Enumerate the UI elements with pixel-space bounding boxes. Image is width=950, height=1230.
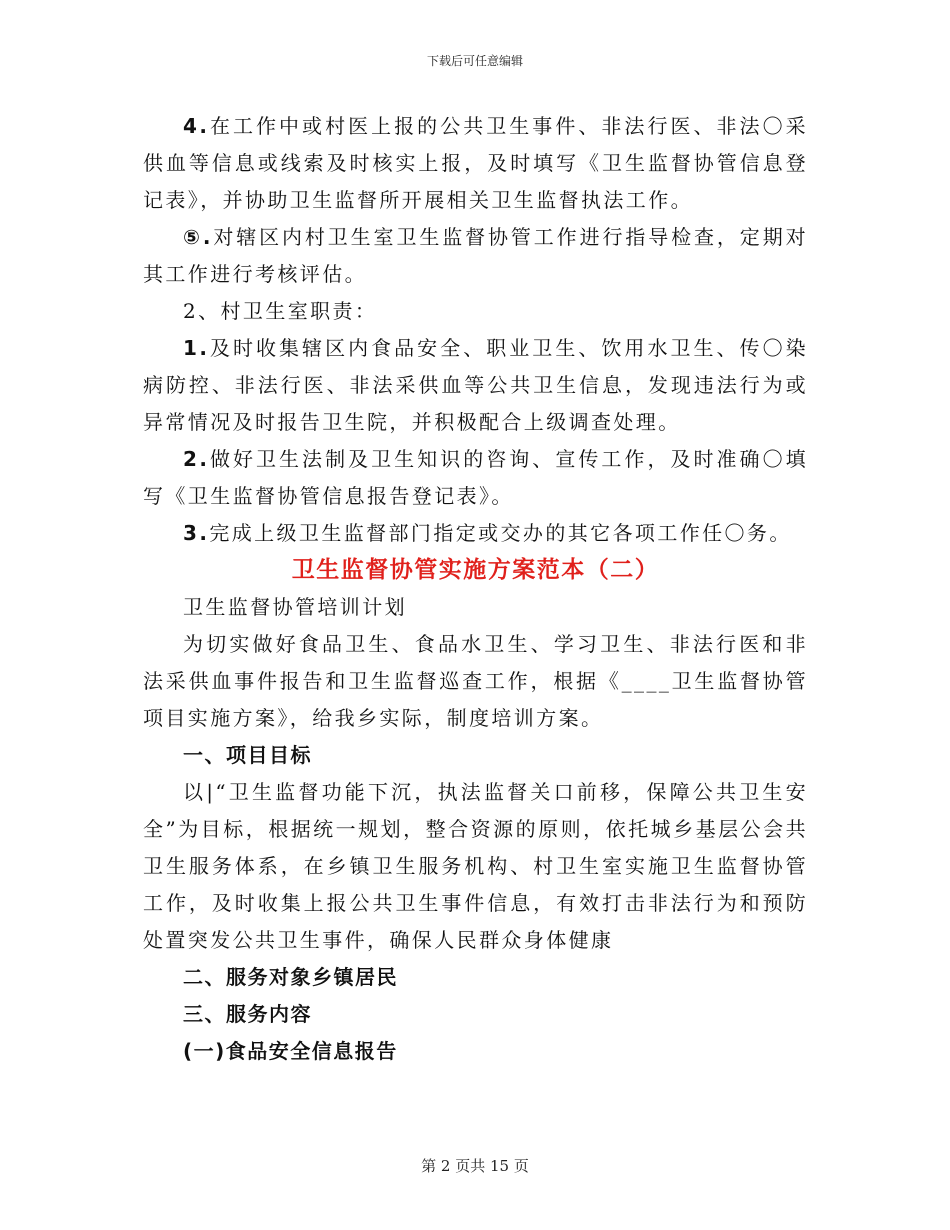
item-number: ⑤. bbox=[183, 225, 213, 249]
heading-service-target: 二、服务对象乡镇居民 bbox=[183, 965, 398, 989]
paragraph-duty-3 bbox=[143, 515, 808, 552]
page-footer: 第 2 页共 15 页 bbox=[421, 1157, 529, 1175]
paragraph-duty-2 bbox=[143, 441, 808, 515]
heading-food-safety-report: (一)食品安全信息报告 bbox=[183, 1039, 398, 1063]
heading-project-goal: 一、项目目标 bbox=[183, 743, 312, 767]
item-number: 3. bbox=[183, 521, 210, 545]
heading-service-content: 三、服务内容 bbox=[183, 1002, 312, 1026]
paragraph-text: 在工作中或村医上报的公共卫生事件、非法行医、非法〇采供血等信息或线索及时核实上报，及时填写《卫生监督协管信息登记表》，并协助卫生监督所开展相关卫生监督执法工作。 bbox=[143, 114, 808, 212]
item-number: 4. bbox=[183, 114, 210, 138]
paragraph-intro: 为切实做好食品卫生、食品水卫生、学习卫生、非法行医和非法采供血事件报告和卫生监督巡查工作，根据《____卫生监督协管项目实施方案》，给我乡实际，制度培训方案。 bbox=[143, 632, 808, 730]
paragraph-text: 对辖区内村卫生室卫生监督协管工作进行指导检查，定期对其工作进行考核评估。 bbox=[143, 225, 808, 286]
paragraph-duty-1 bbox=[143, 330, 808, 441]
paragraph-5 bbox=[143, 219, 808, 293]
paragraph-text: 及时收集辖区内食品安全、职业卫生、饮用水卫生、传〇染病防控、非法行医、非法采供血等公共卫生信息，发现违法行为或异常情况及时报告卫生院，并积极配合上级调查处理。 bbox=[143, 336, 808, 434]
paragraph-4 bbox=[143, 108, 808, 219]
item-number: 2. bbox=[183, 447, 210, 471]
training-plan-subtitle: 卫生监督协管培训计划 bbox=[183, 595, 407, 619]
document-title: 卫生监督协管实施方案范本（二） bbox=[291, 557, 660, 583]
document-body bbox=[143, 108, 808, 1070]
paragraph-goal: 以|“卫生监督功能下沉，执法监督关口前移，保障公共卫生安全”为目标，根据统一规划，整合资源的原则，依托城乡基层公会共卫生服务体系，在乡镇卫生服务机构、村卫生室实施卫生监督协管工作，及时收集上报公共卫生事件信息，有效打击非法行为和预防处置突发公共卫生事件，确保人民群众身体健康 bbox=[143, 780, 808, 952]
page-header: 下载后可任意编辑 bbox=[426, 54, 523, 68]
paragraph-text: 完成上级卫生监督部门指定或交办的其它各项工作任〇务。 bbox=[209, 521, 792, 545]
paragraph-text: 做好卫生法制及卫生知识的咨询、宣传工作，及时准确〇填写《卫生监督协管信息报告登记表》。 bbox=[143, 447, 808, 508]
section-village-clinic-duties: 2、村卫生室职责： bbox=[183, 299, 378, 323]
item-number: 1. bbox=[183, 336, 210, 360]
